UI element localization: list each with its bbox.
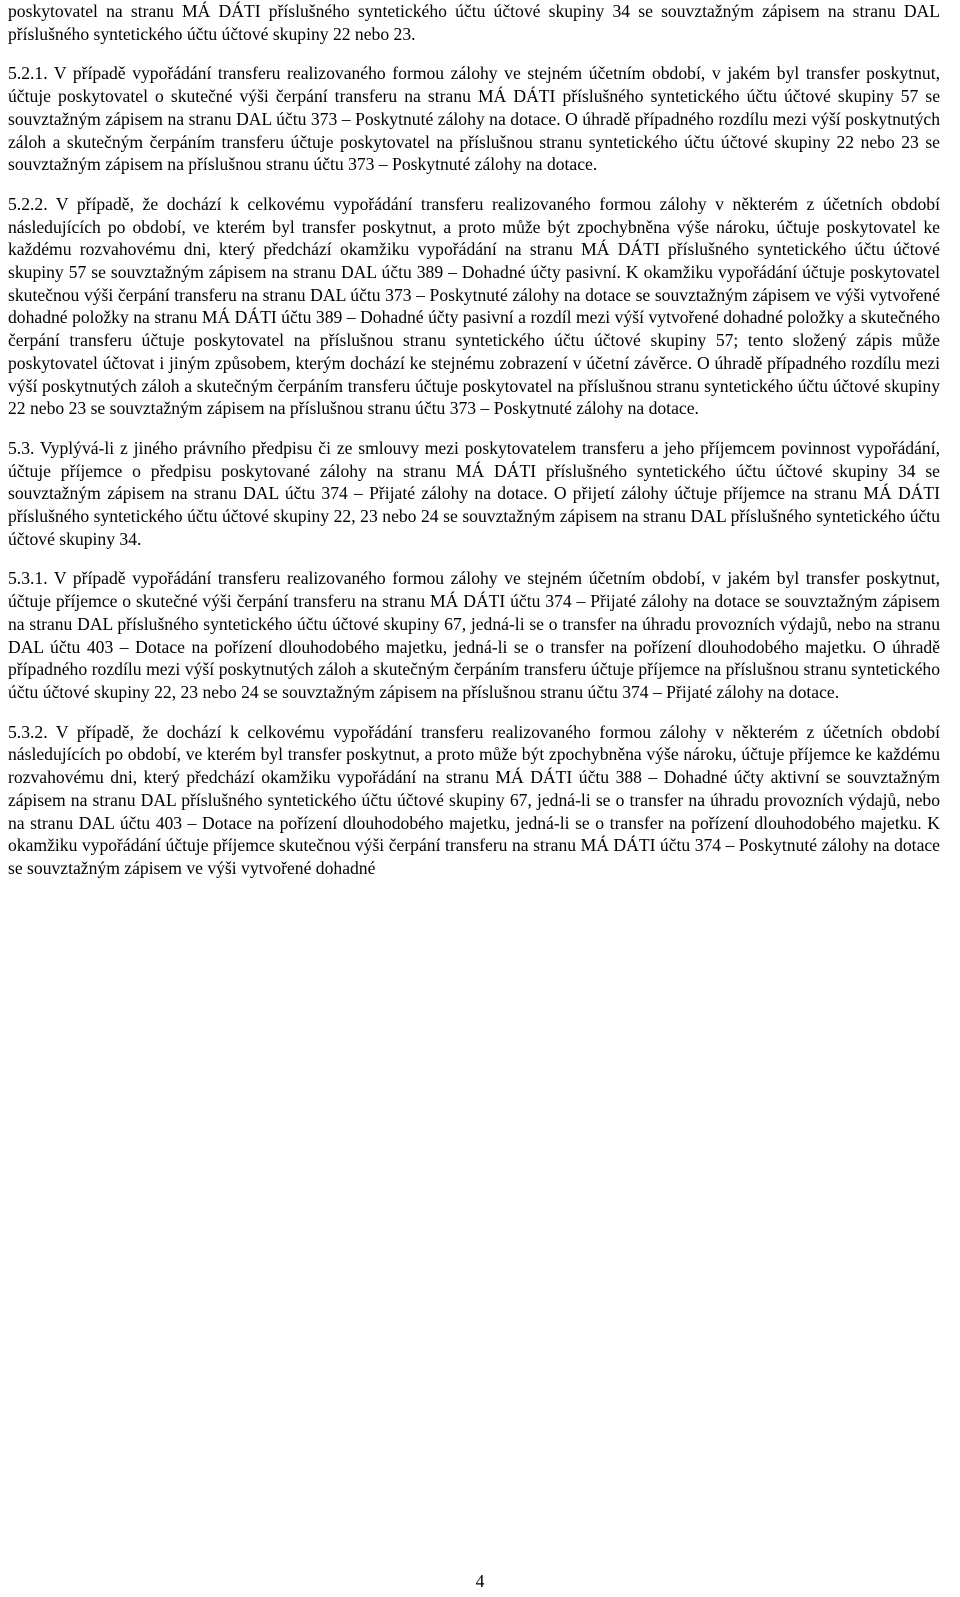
paragraph-5-3: 5.3. Vyplývá-li z jiného právního předpisu či ze smlouvy mezi poskytovatelem transferu a jeho příjemcem povinnost vypořádání, účtuje příjemce o předpisu poskytované zálohy na stranu MÁ DÁTI příslušného syntetického účtu účtové skupiny 34 se souvztažným zápisem na stranu DAL účtu 374 – Přijaté zálohy na dotace. O přijetí zálohy účtuje příjemce na stranu MÁ DÁTI příslušného syntetického účtu účtové skupiny 22, 23 nebo 24 se souvztažným zápisem na stranu DAL příslušného syntetického účtu účtové skupiny 34.: [8, 437, 940, 549]
paragraph-5-3-1: 5.3.1. V případě vypořádání transferu realizovaného formou zálohy ve stejném účetním období, v jakém byl transfer poskytnut, účtuje příjemce o skutečné výši čerpání transferu na stranu MÁ DÁTI účtu 374 – Přijaté zálohy na dotace se souvztažným zápisem na stranu DAL příslušného syntetického účtu účtové skupiny 67, jedná-li se o transfer na úhradu provozních výdajů, nebo na stranu DAL účtu 403 – Dotace na pořízení dlouhodobého majetku, jedná-li se o transfer na pořízení dlouhodobého majetku. O úhradě případného rozdílu mezi výší poskytnutých záloh a skutečným čerpáním transferu účtuje příjemce na příslušnou stranu syntetického účtu účtové skupiny 22, 23 nebo 24 se souvztažným zápisem na příslušnou stranu účtu 374 – Přijaté zálohy na dotace.: [8, 568, 940, 702]
paragraph-5-2-1: 5.2.1. V případě vypořádání transferu realizovaného formou zálohy ve stejném účetním období, v jakém byl transfer poskytnut, účtuje poskytovatel o skutečné výši čerpání transferu na stranu MÁ DÁTI příslušného syntetického účtu účtové skupiny 57 se souvztažným zápisem na stranu DAL účtu 373 – Poskytnuté zálohy na dotace. O úhradě případného rozdílu mezi výší poskytnutých záloh a skutečným čerpáním transferu účtuje poskytovatel na příslušnou stranu syntetického účtu účtové skupiny 22 nebo 23 se souvztažným zápisem na příslušnou stranu účtu 373 – Poskytnuté zálohy na dotace.: [8, 63, 940, 175]
paragraph-continuation: poskytovatel na stranu MÁ DÁTI příslušného syntetického účtu účtové skupiny 34 se souvztažným zápisem na stranu DAL příslušného syntetického účtu účtové skupiny 22 nebo 23.: [8, 1, 940, 44]
document-page: [8, 0, 940, 897]
page-number: 4: [475, 1571, 485, 1591]
paragraph-5-2-2: 5.2.2. V případě, že dochází k celkovému vypořádání transferu realizovaného formou zálohy v některém z účetních období následujících po období, ve kterém byl transfer poskytnut, a proto může být zpochybněna výše nároku, účtuje poskytovatel ke každému rozvahovému dni, který předchází okamžiku vypořádání na stranu MÁ DÁTI příslušného syntetického účtu účtové skupiny 57 se souvztažným zápisem na stranu DAL účtu 389 – Dohadné účty pasivní. K okamžiku vypořádání účtuje poskytovatel skutečnou výši čerpání transferu na stranu DAL účtu 373 – Poskytnuté zálohy na dotace se souvztažným zápisem ve výši vytvořené dohadné položky na stranu MÁ DÁTI účtu 389 – Dohadné účty pasivní a rozdíl mezi výší vytvořené dohadné položky a skutečného čerpání transferu účtuje poskytovatel na příslušnou stranu syntetického účtu účtové skupiny 57; tento složený zápis může poskytovatel účtovat i jiným způsobem, kterým dochází ke stejnému zobrazení v účetní závěrce. O úhradě případného rozdílu mezi výší poskytnutých záloh a skutečným čerpáním transferu účtuje poskytovatel na příslušnou stranu syntetického účtu účtové skupiny 22 nebo 23 se souvztažným zápisem na příslušnou stranu účtu 373 – Poskytnuté zálohy na dotace.: [8, 193, 940, 419]
paragraph-5-3-2: 5.3.2. V případě, že dochází k celkovému vypořádání transferu realizovaného formou zálohy v některém z účetních období následujících po období, ve kterém byl transfer poskytnut, a proto může být zpochybněna výše nároku, účtuje příjemce ke každému rozvahovému dni, který předchází okamžiku vypořádání na stranu MÁ DÁTI účtu 388 – Dohadné účty aktivní se souvztažným zápisem na stranu DAL příslušného syntetického účtu účtové skupiny 67, jedná-li se o transfer na úhradu provozních výdajů, nebo na stranu DAL účtu 403 – Dotace na pořízení dlouhodobého majetku, jedná-li se o transfer na pořízení dlouhodobého majetku. K okamžiku vypořádání účtuje příjemce skutečnou výši čerpání transferu na stranu MÁ DÁTI účtu 374 – Poskytnuté zálohy na dotace se souvztažným zápisem ve výši vytvořené dohadné: [8, 721, 940, 878]
